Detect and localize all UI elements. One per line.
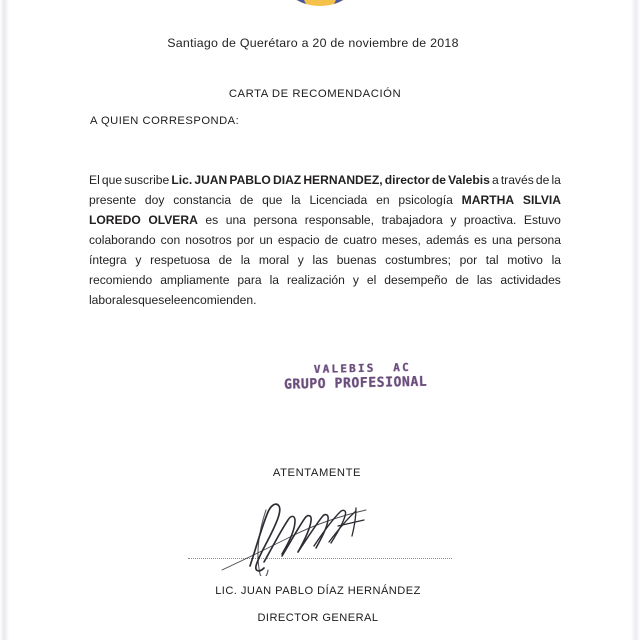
stamp-line-company: VALEBIS AC bbox=[313, 360, 411, 376]
body-word: Valebis bbox=[448, 173, 490, 187]
body-word: respetuosa bbox=[150, 253, 210, 267]
body-word: la bbox=[291, 193, 301, 207]
body-word: motivo bbox=[507, 253, 543, 267]
body-word: JUAN bbox=[194, 173, 228, 187]
body-word: que bbox=[262, 193, 283, 207]
body-word: de bbox=[535, 173, 550, 187]
body-word: la bbox=[240, 253, 251, 267]
body-word: y bbox=[135, 253, 142, 267]
signer-role: DIRECTOR GENERAL bbox=[257, 612, 379, 624]
body-word: la bbox=[551, 253, 561, 267]
body-word: proactiva. bbox=[463, 213, 517, 227]
body-word: las bbox=[476, 273, 493, 287]
body-word: través bbox=[500, 173, 534, 187]
body-word: suscribe bbox=[124, 173, 170, 187]
body-word: es bbox=[474, 233, 487, 247]
body-word: íntegra bbox=[89, 253, 127, 267]
body-word: y bbox=[352, 273, 359, 287]
body-word: doy bbox=[144, 193, 165, 207]
body-line bbox=[89, 190, 561, 210]
body-word: psicología bbox=[398, 193, 453, 207]
body-word: nosotros bbox=[185, 233, 232, 247]
body-word: responsable, bbox=[304, 213, 374, 227]
body-word: actividades bbox=[500, 273, 561, 287]
body-word: HERNANDEZ, bbox=[303, 173, 383, 187]
body-line bbox=[89, 170, 561, 190]
body-word: el bbox=[366, 273, 377, 287]
body-word: para bbox=[237, 273, 262, 287]
body-line bbox=[89, 250, 561, 270]
body-line bbox=[89, 290, 561, 310]
body-word: por bbox=[236, 233, 255, 247]
body-word: LOREDO bbox=[89, 213, 141, 227]
closing-salutation: ATENTAMENTE bbox=[272, 467, 362, 479]
signer-name: LIC. JUAN PABLO DÍAZ HERNÁNDEZ bbox=[215, 585, 421, 597]
body-word: laborales bbox=[89, 293, 139, 307]
body-word: una bbox=[492, 233, 513, 247]
body-word: la bbox=[269, 273, 280, 287]
body-word: Licenciada bbox=[309, 193, 368, 207]
body-word: director bbox=[384, 173, 430, 187]
signature-area bbox=[0, 496, 640, 576]
body-word: espacio bbox=[277, 233, 320, 247]
body-word: de bbox=[239, 193, 254, 207]
letter-body bbox=[89, 170, 561, 310]
body-word: OLVERA bbox=[148, 213, 198, 227]
body-word: presente bbox=[89, 193, 137, 207]
body-word: tal bbox=[485, 253, 499, 267]
body-word: persona bbox=[253, 213, 298, 227]
body-word: moral bbox=[258, 253, 290, 267]
letterhead-logo-area bbox=[0, 0, 640, 12]
body-word: un bbox=[259, 233, 273, 247]
body-word: además bbox=[426, 233, 470, 247]
body-word: colaborando bbox=[89, 233, 156, 247]
body-word: la bbox=[551, 173, 561, 187]
body-line bbox=[89, 270, 561, 290]
body-word: recomiendo bbox=[89, 273, 153, 287]
page-title: CARTA DE RECOMENDACIÓN bbox=[228, 88, 402, 100]
body-word: de bbox=[324, 233, 339, 247]
body-word: por bbox=[459, 253, 478, 267]
body-word: que bbox=[101, 173, 123, 187]
body-word: de bbox=[431, 173, 447, 187]
company-ink-stamp bbox=[268, 360, 444, 393]
body-word: que bbox=[138, 293, 159, 307]
body-word: desempeño bbox=[384, 273, 448, 287]
body-word: constancia bbox=[173, 193, 232, 207]
body-word: de bbox=[218, 253, 233, 267]
body-line bbox=[89, 230, 561, 250]
body-word: se bbox=[158, 293, 172, 307]
body-word: persona bbox=[517, 233, 561, 247]
body-word: Estuvo bbox=[523, 213, 561, 227]
body-word: meses, bbox=[381, 233, 421, 247]
body-word: cuatro bbox=[343, 233, 377, 247]
body-word: realización bbox=[287, 273, 345, 287]
body-word: SILVIA bbox=[522, 193, 561, 207]
body-word: las bbox=[312, 253, 328, 267]
body-word: buenas bbox=[336, 253, 377, 267]
stamp-line-subtitle: GRUPO PROFESIONAL bbox=[283, 374, 428, 393]
handwritten-signature bbox=[210, 496, 430, 576]
body-word: con bbox=[160, 233, 181, 247]
body-word: le bbox=[171, 293, 181, 307]
body-word: El bbox=[89, 173, 100, 187]
body-word: es bbox=[205, 213, 219, 227]
body-line bbox=[89, 210, 561, 230]
body-word: trabajadora bbox=[381, 213, 443, 227]
body-word: en bbox=[376, 193, 390, 207]
date-line: Santiago de Querétaro a 20 de noviembre de 2018 bbox=[167, 36, 459, 50]
body-word: DIAZ bbox=[272, 173, 302, 187]
body-word: una bbox=[225, 213, 246, 227]
body-word: a bbox=[491, 173, 499, 187]
body-word: PABLO bbox=[229, 173, 271, 187]
body-word: de bbox=[455, 273, 469, 287]
body-word: y bbox=[297, 253, 304, 267]
body-word: ampliamente bbox=[160, 273, 230, 287]
body-word: costumbres; bbox=[385, 253, 451, 267]
salutation: A QUIEN CORRESPONDA: bbox=[90, 115, 240, 127]
body-word: Lic. bbox=[171, 173, 193, 187]
hands-cradling-sun-logo bbox=[254, 0, 386, 12]
body-word: MARTHA bbox=[461, 193, 515, 207]
body-word: encomienden. bbox=[180, 293, 257, 307]
body-word: y bbox=[450, 213, 457, 227]
